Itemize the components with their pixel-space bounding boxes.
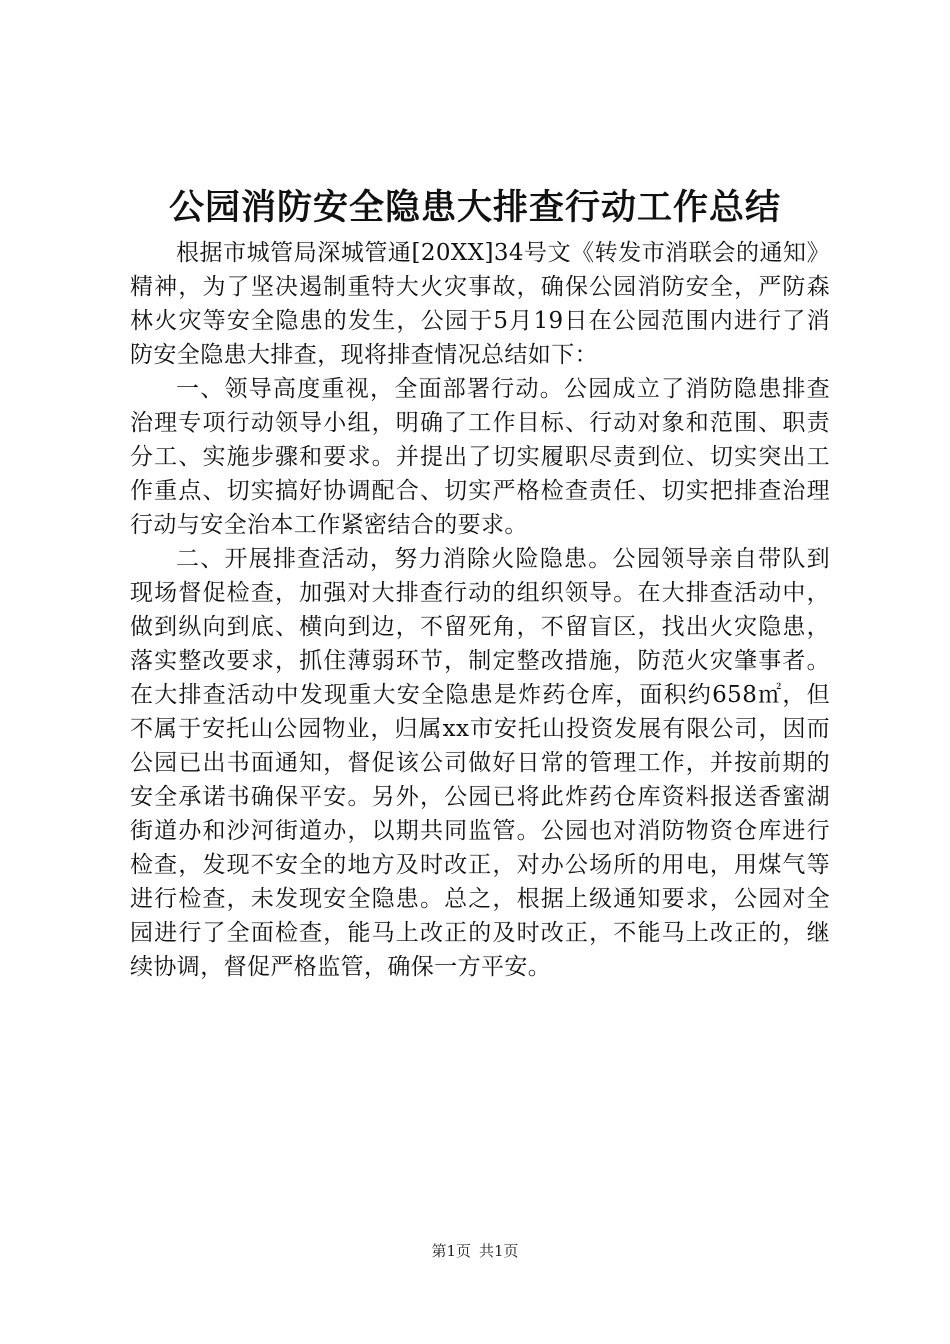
- page-footer: [0, 1240, 950, 1262]
- page-number-total: 共1页: [479, 1242, 519, 1260]
- paragraph-intro: 根据市城管局深城管通[20XX]34号文《转发市消联会的通知》精神，为了坚决遏制重特大火灾事故，确保公园消防安全，严防森林火灾等安全隐患的发生，公园于5月19日在公园范围内进行了消防安全隐患大排查，现将排查情况总结如下：: [130, 240, 830, 368]
- document-title: 公园消防安全隐患大排查行动工作总结: [168, 187, 781, 228]
- paragraph-section-2: 二、开展排查活动，努力消除火险隐患。公园领导亲自带队到现场督促检查，加强对大排查行动的组织领导。在大排查活动中，做到纵向到底、横向到边，不留死角，不留盲区，找出火灾隐患，落实整改要求，抓住薄弱环节，制定整改措施，防范火灾肇事者。在大排查活动中发现重大安全隐患是炸药仓库，面积约658㎡，但不属于安托山公园物业，归属xx市安托山投资发展有限公司，因而公园已出书面通知，督促该公司做好日常的管理工作，并按前期的安全承诺书确保平安。另外，公园已将此炸药仓库资料报送香蜜湖街道办和沙河街道办，以期共同监管。公园也对消防物资仓库进行检查，发现不安全的地方及时改正，对办公场所的用电，用煤气等进行检查，未发现安全隐患。总之，根据上级通知要求，公园对全园进行了全面检查，能马上改正的及时改正，不能马上改正的，继续协调，督促严格监管，确保一方平安。: [130, 546, 830, 980]
- page-number-current: 第1页: [431, 1242, 471, 1260]
- paragraph-section-1: 一、领导高度重视，全面部署行动。公园成立了消防隐患排查治理专项行动领导小组，明确了工作目标、行动对象和范围、职责分工、实施步骤和要求。并提出了切实履职尽责到位、切实突出工作重点、切实搞好协调配合、切实严格检查责任、切实把排查治理行动与安全治本工作紧密结合的要求。: [130, 376, 830, 538]
- document-body: [130, 236, 830, 984]
